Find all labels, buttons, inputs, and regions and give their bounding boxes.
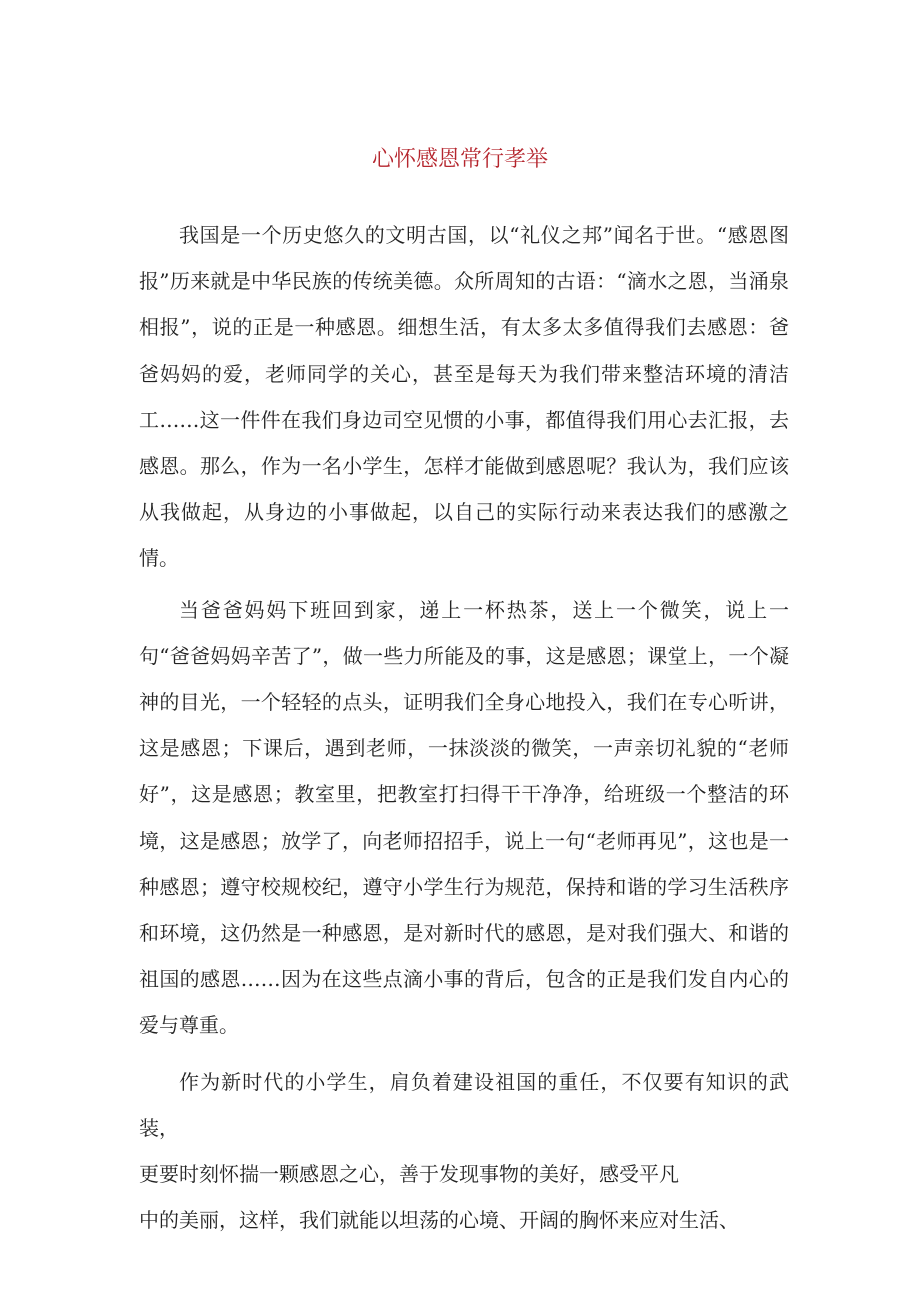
paragraph-3-line-1: 作为新时代的小学生，肩负着建设祖国的重任，不仅要有知识的武装， — [139, 1069, 789, 1140]
paragraph-3 — [139, 1059, 789, 1244]
document-body — [139, 212, 789, 1243]
document-title: 心怀感恩常行孝举 — [371, 147, 548, 172]
paragraph-1: 我国是一个历史悠久的文明古国，以“礼仪之邦”闻名于世。“感恩图报”历来就是中华民族的传统美德。众所周知的古语：“滴水之恩，当涌泉相报”，说的正是一种感恩。细想生活，有太多太多值得我们去感恩：爸爸妈妈的爱，老师同学的关心，甚至是每天为我们带来整洁环境的清洁工……这一件件在我们身边司空见惯的小事，都值得我们用心去汇报，去感恩。那么，作为一名小学生，怎样才能做到感恩呢？我认为，我们应该从我做起，从身边的小事做起，以自己的实际行动来表达我们的感激之情。 — [139, 223, 789, 571]
paragraph-3-line-2: 更要时刻怀揣一颗感恩之心，善于发现事物的美好，感受平凡 — [139, 1162, 679, 1187]
paragraph-2: 当爸爸妈妈下班回到家，递上一杯热茶，送上一个微笑，说上一句“爸爸妈妈辛苦了”，做一些力所能及的事，这是感恩；课堂上，一个凝神的目光，一个轻轻的点头，证明我们全身心地投入，我们在专心听讲，这是感恩；下课后，遇到老师，一抹淡淡的微笑，一声亲切礼貌的“老师好”，这是感恩；教室里，把教室打扫得干干净净，给班级一个整洁的环境，这是感恩；放学了，向老师招招手，说上一句“老师再见”，这也是一种感恩；遵守校规校纪，遵守小学生行为规范，保持和谐的学习生活秩序和环境，这仍然是一种感恩，是对新时代的感恩，是对我们强大、和谐的祖国的感恩……因为在这些点滴小事的背后，包含的正是我们发自内心的爱与尊重。 — [139, 597, 789, 1038]
paragraph-3-line-3: 中的美丽，这样，我们就能以坦荡的心境、开阔的胸怀来应对生活、 — [139, 1208, 739, 1233]
